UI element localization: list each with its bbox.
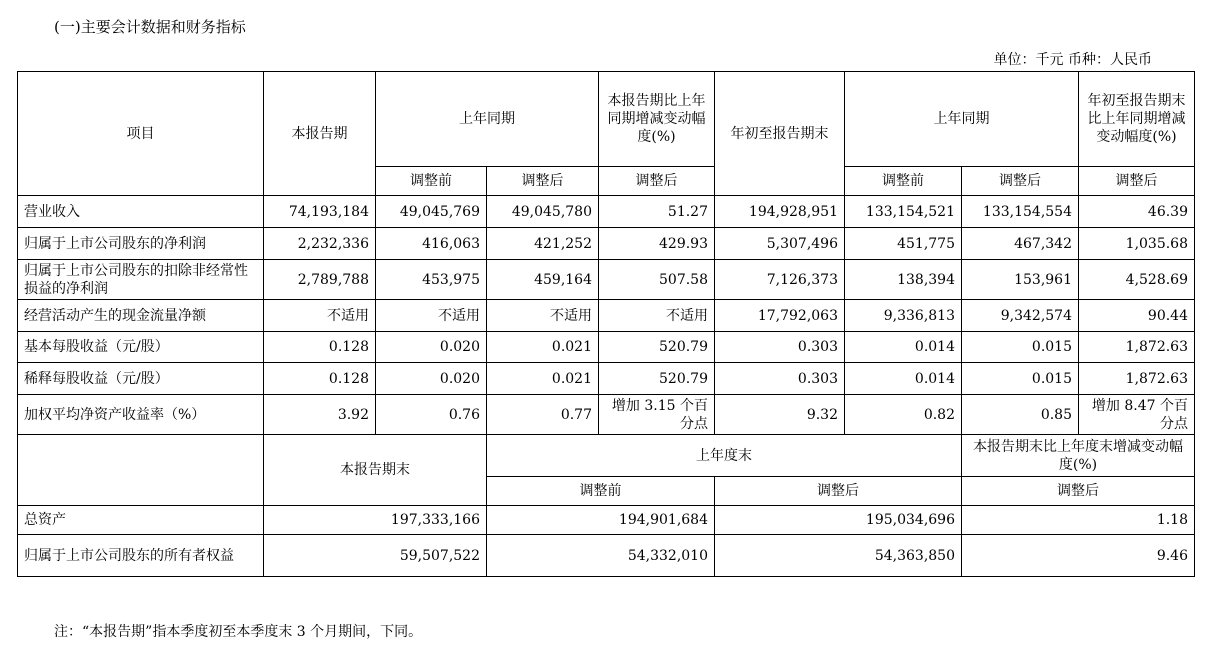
value-cell: 不适用 — [487, 300, 599, 332]
value-cell: 9,336,813 — [845, 300, 962, 332]
value-cell: 0.82 — [845, 395, 962, 435]
value-cell: 0.014 — [845, 363, 962, 395]
header-last-year-same-period: 上年同期 — [376, 72, 599, 167]
value-cell: 2,789,788 — [264, 260, 376, 300]
value-cell: 133,154,521 — [845, 196, 962, 228]
row-label: 稀释每股收益（元/股） — [18, 363, 264, 395]
value-cell: 5,307,496 — [715, 228, 845, 260]
value-cell: 133,154,554 — [962, 196, 1079, 228]
value-cell: 507.58 — [599, 260, 715, 300]
value-cell: 0.015 — [962, 332, 1079, 363]
value-cell: 7,126,373 — [715, 260, 845, 300]
value-cell: 46.39 — [1079, 196, 1195, 228]
value-cell: 0.303 — [715, 332, 845, 363]
value-cell: 195,034,696 — [715, 506, 962, 535]
value-cell: 9,342,574 — [962, 300, 1079, 332]
header-period-end-change: 本报告期末比上年度末增减变动幅度(%) — [962, 435, 1195, 477]
header-period-end: 本报告期末 — [264, 435, 487, 506]
value-cell: 0.020 — [376, 363, 487, 395]
value-cell: 0.77 — [487, 395, 599, 435]
table-row — [18, 535, 1195, 577]
value-cell: 0.85 — [962, 395, 1079, 435]
value-cell: 9.32 — [715, 395, 845, 435]
header-last-year-end: 上年度末 — [487, 435, 962, 477]
row-label: 加权平均净资产收益率（%） — [18, 395, 264, 435]
value-cell: 54,363,850 — [715, 535, 962, 577]
subheader-before: 调整前 — [487, 477, 715, 506]
row-label: 归属于上市公司股东的净利润 — [18, 228, 264, 260]
value-cell: 0.021 — [487, 363, 599, 395]
value-cell: 不适用 — [264, 300, 376, 332]
value-cell: 0.128 — [264, 363, 376, 395]
value-cell: 194,901,684 — [487, 506, 715, 535]
value-cell: 194,928,951 — [715, 196, 845, 228]
value-cell: 1.18 — [962, 506, 1195, 535]
header-last-year-same-period-ytd: 上年同期 — [845, 72, 1079, 167]
subheader-before: 调整前 — [845, 167, 962, 196]
footnote: 注：“本报告期”指本季度初至本季度末 3 个月期间，下同。 — [54, 624, 423, 640]
row-label: 归属于上市公司股东的所有者权益 — [18, 535, 264, 577]
row-label: 经营活动产生的现金流量净额 — [18, 300, 264, 332]
value-cell: 增加 8.47 个百分点 — [1079, 395, 1195, 435]
subheader-after: 调整后 — [1079, 167, 1195, 196]
row-label: 总资产 — [18, 506, 264, 535]
value-cell: 增加 3.15 个百分点 — [599, 395, 715, 435]
value-cell: 4,528.69 — [1079, 260, 1195, 300]
value-cell: 59,507,522 — [264, 535, 487, 577]
value-cell: 1,872.63 — [1079, 363, 1195, 395]
value-cell: 不适用 — [599, 300, 715, 332]
header-item: 项目 — [18, 72, 264, 196]
value-cell: 49,045,769 — [376, 196, 487, 228]
header-current-period: 本报告期 — [264, 72, 376, 196]
value-cell: 138,394 — [845, 260, 962, 300]
value-cell: 90.44 — [1079, 300, 1195, 332]
table-row — [18, 196, 1195, 228]
value-cell: 0.76 — [376, 395, 487, 435]
table-row — [18, 395, 1195, 435]
value-cell: 520.79 — [599, 363, 715, 395]
value-cell: 0.128 — [264, 332, 376, 363]
table2-body — [18, 506, 1195, 577]
value-cell: 3.92 — [264, 395, 376, 435]
subheader-before: 调整前 — [376, 167, 487, 196]
row-label: 基本每股收益（元/股） — [18, 332, 264, 363]
table-row — [18, 506, 1195, 535]
value-cell: 0.303 — [715, 363, 845, 395]
value-cell: 49,045,780 — [487, 196, 599, 228]
value-cell: 不适用 — [376, 300, 487, 332]
value-cell: 0.014 — [845, 332, 962, 363]
header-ytd: 年初至报告期末 — [715, 72, 845, 196]
subheader-after: 调整后 — [487, 167, 599, 196]
value-cell: 453,975 — [376, 260, 487, 300]
value-cell: 467,342 — [962, 228, 1079, 260]
value-cell: 1,035.68 — [1079, 228, 1195, 260]
value-cell: 421,252 — [487, 228, 599, 260]
value-cell: 51.27 — [599, 196, 715, 228]
table-row — [18, 260, 1195, 300]
value-cell: 197,333,166 — [264, 506, 487, 535]
value-cell: 153,961 — [962, 260, 1079, 300]
subheader-after: 调整后 — [715, 477, 962, 506]
header-change-pct: 本报告期比上年同期增减变动幅度(%) — [599, 72, 715, 167]
value-cell: 451,775 — [845, 228, 962, 260]
subheader-after: 调整后 — [599, 167, 715, 196]
subheader-after: 调整后 — [962, 167, 1079, 196]
value-cell: 54,332,010 — [487, 535, 715, 577]
value-cell: 74,193,184 — [264, 196, 376, 228]
value-cell: 520.79 — [599, 332, 715, 363]
value-cell: 0.020 — [376, 332, 487, 363]
value-cell: 17,792,063 — [715, 300, 845, 332]
value-cell: 416,063 — [376, 228, 487, 260]
value-cell: 0.021 — [487, 332, 599, 363]
table-row — [18, 300, 1195, 332]
value-cell: 429.93 — [599, 228, 715, 260]
row-label: 营业收入 — [18, 196, 264, 228]
value-cell: 1,872.63 — [1079, 332, 1195, 363]
table-row — [18, 332, 1195, 363]
value-cell: 459,164 — [487, 260, 599, 300]
value-cell: 0.015 — [962, 363, 1079, 395]
section-title: (一)主要会计数据和财务指标 — [54, 18, 246, 36]
unit-currency-label: 单位：千元 币种：人民币 — [993, 52, 1152, 68]
value-cell: 2,232,336 — [264, 228, 376, 260]
header-ytd-change-pct: 年初至报告期末比上年同期增减变动幅度(%) — [1079, 72, 1195, 167]
table-row — [18, 363, 1195, 395]
table1-body — [18, 196, 1195, 435]
table-row — [18, 228, 1195, 260]
subheader-after: 调整后 — [962, 477, 1195, 506]
financial-indicators-table — [17, 71, 1195, 577]
value-cell: 9.46 — [962, 535, 1195, 577]
row-label: 归属于上市公司股东的扣除非经常性损益的净利润 — [18, 260, 264, 300]
blank-header-cell — [18, 435, 264, 506]
